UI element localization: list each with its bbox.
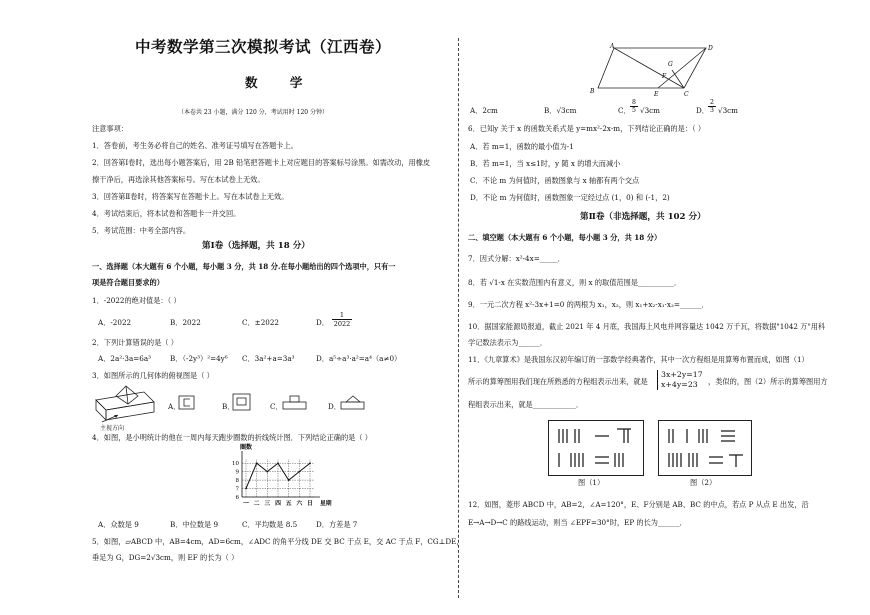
q11-rod-figure-1	[548, 420, 644, 476]
notice-heading: 注意事项：	[92, 124, 128, 133]
chart-y-tick-label: 8	[235, 478, 239, 485]
q3-option-d: D．	[328, 402, 341, 411]
q5-label-c: C	[684, 91, 689, 98]
q3-option-c-figure	[282, 394, 308, 410]
q11-line2a: 所示的算筹图用我们现在所熟悉的方程组表示出来，就是	[468, 377, 648, 386]
q11-line2b: ，类似的，图（2）所示的算筹图用方	[708, 377, 828, 386]
q12-line2: E→A→D→C 的路线运动，则当 ∠EPF=30°时，EP 的长为______．	[468, 518, 687, 527]
chart-y-label: 圈数	[240, 444, 253, 451]
q3-option-a: A．	[168, 402, 181, 411]
q5-line2: 垂足为 G，DG=2√3cm，则 EF 的长为（ ）	[92, 553, 239, 562]
q5-line1: 5．如图，▱ABCD 中，AB=4cm，AD=6cm，∠ADC 的角平分线 DE 交 BC 于点 E，交 AC 于点 F，CG⊥DE，	[92, 537, 464, 546]
q4-option-d: D．方差是 7	[316, 520, 358, 529]
left-column	[70, 0, 464, 615]
q6-option-c: C．不论 m 为何值时，函数图象与 x 轴都有两个交点	[470, 176, 640, 185]
q8-text: 8．若 √1-x 在实数范围内有意义，则 x 的取值范围是__________．	[468, 278, 682, 287]
chart-x-tick-label: 一	[243, 501, 249, 507]
chart-y-tick-label: 7	[235, 486, 239, 493]
chart-point	[277, 462, 279, 464]
q4-option-a: A．众数是 9	[98, 520, 139, 529]
q3-option-d-figure	[340, 394, 366, 410]
q5-option-d: D．	[696, 106, 709, 115]
chart-x-label: 星期	[320, 501, 332, 507]
part1-heading: 第Ⅰ卷（选择题，共 18 分）	[202, 241, 310, 251]
q5-label-d: D	[708, 45, 713, 52]
q1-option-b: B．2022	[170, 318, 201, 327]
q11-equation-system: 3x+2y=17 x+4y=23	[657, 370, 703, 390]
q2-option-c: C．3a²+a=3a³	[242, 354, 295, 363]
q11-line3: 程组表示出来，就是____________．	[468, 400, 584, 409]
q6-option-a: A．若 m=1，函数的最小值为-1	[470, 142, 574, 151]
exam-info: （本卷共 23 小题，满分 120 分，考试用时 120 分钟）	[178, 109, 328, 116]
notice-item: 2．回答第Ⅰ卷时，选出每小题答案后，用 2B 铅笔把答题卡上对应题目的答案标号涂黑。如需改动，用橡皮	[92, 158, 431, 167]
q12-line1: 12．如图，菱形 ABCD 中，AB=2，∠A=120°，E、F分别是 AB、BC 的中点，若点 P 从点 E 出发，沿	[468, 500, 809, 509]
q5-label-b: B	[590, 88, 595, 95]
q3-view-label: 主视方向	[100, 425, 125, 432]
q7-text: 7．因式分解：x²-4x=_____．	[468, 254, 565, 263]
q3-option-b-figure	[232, 393, 252, 411]
q9-text: 9．一元二次方程 x²-3x+1=0 的两根为 x₁，x₂，则 x₁+x₂-x₁·x₂=______．	[468, 300, 709, 309]
notice-item: 1．答卷前，考生务必将自己的姓名、准考证号填写在答题卡上。	[92, 141, 298, 150]
q2-stem: 2．下列计算错误的是（ ）	[92, 338, 178, 347]
chart-x-tick-label: 五	[285, 501, 292, 507]
q11-figure1-label: 图（1）	[578, 478, 605, 487]
q1-option-d: D．	[316, 318, 329, 327]
subject-title: 数 学	[245, 75, 317, 90]
notice-item: 4．考试结束后，将本试卷和答题卡一并交回。	[92, 209, 241, 218]
q10-line2: 学记数法表示为______．	[468, 338, 548, 347]
q6-stem: 6．已知y 关于 x 的函数关系式是 y=mx²-2x-m，下列结论正确的是：（ ）	[468, 124, 706, 133]
chart-x-tick-label: 四	[275, 501, 281, 507]
q3-solid-figure	[94, 382, 164, 424]
q3-option-a-figure	[178, 395, 196, 411]
part2-heading: 第Ⅱ卷（非选择题，共 102 分）	[580, 212, 706, 222]
q2-option-d: D．a⁵÷a³·a²=a⁴（a≠0）	[316, 354, 402, 363]
q5-label-g: G	[668, 61, 673, 68]
q1-option-c: C．±2022	[242, 318, 280, 327]
q5-option-d-fraction: 2 3	[708, 99, 716, 114]
q5-label-f: F	[662, 73, 667, 80]
q2-option-a: A．2a²·3a=6a³	[98, 354, 152, 363]
q6-option-d: D．不论 m 为何值时，函数图象一定经过点 (1，0) 和 (-1，2)	[470, 193, 670, 202]
q4-option-b: B．中位数是 9	[170, 520, 219, 529]
exam-title: 中考数学第三次模拟考试（江西卷）	[135, 37, 392, 56]
q1-option-a: A．-2022	[98, 318, 132, 327]
q3-option-b: B．	[222, 402, 235, 411]
q1-stem: 1．-2022的绝对值是：（ ）	[92, 296, 181, 305]
chart-point	[266, 471, 268, 473]
q5-option-c: C．	[618, 106, 631, 115]
chart-x-tick-label: 六	[296, 501, 303, 507]
q10-line1: 10．据国家能源局报道，截止 2021 年 4 月底，我国海上风电并网容量达 1042 万千瓦，将数据"1042 万"用科	[468, 322, 826, 331]
q1-fraction: 1 2022	[333, 311, 351, 328]
q5-option-b: B．√3cm	[544, 106, 577, 115]
notice-item: 5．考试范围：中考全部内容。	[92, 226, 191, 235]
q2-option-b: B．（-2y³）²=4y⁶	[170, 354, 228, 363]
notice-item: 擦干净后，再选涂其他答案标号。写在本试卷上无效。	[92, 175, 265, 184]
q6-option-b: B．若 m=1，当 x≤1时，y 随 x 的增大而减小	[470, 159, 621, 168]
chart-y-tick-label: 6	[235, 495, 239, 501]
q11-figure2-label: 图（2）	[690, 478, 717, 487]
chart-y-tick-label: 10	[232, 461, 239, 468]
q3-option-c: C．	[270, 402, 283, 411]
q11-rod-figure-2	[658, 420, 752, 476]
q5-label-a: A	[610, 43, 615, 50]
q5-option-c-fraction: 8 5	[630, 99, 638, 114]
chart-y-tick-label: 9	[235, 469, 239, 476]
q3-stem: 3．如图所示的几何体的俯视图是（ ）	[92, 371, 214, 380]
chart-x-tick-label: 日	[307, 501, 313, 507]
chart-point	[288, 479, 290, 481]
right-column	[468, 0, 840, 615]
q11-line1: 11．《九章算术》是我国东汉初年编订的一部数学经典著作，其中一次方程组是用算筹布置而成，如图（1）	[468, 355, 809, 364]
part1-instruction: 项是符合题目要求的）	[92, 278, 164, 287]
q4-line-chart	[220, 445, 340, 513]
q5-option-c-tail: √3cm	[640, 106, 660, 115]
q4-stem: 4．如图，是小明统计的他在一周内每天跑步圈数的折线统计图．下列结论正确的是（ ）	[92, 433, 372, 442]
q5-option-a: A．2cm	[470, 106, 498, 115]
chart-x-tick-label: 二	[253, 501, 260, 507]
chart-x-tick-label: 三	[264, 501, 271, 507]
chart-point	[256, 462, 258, 464]
chart-point	[298, 471, 300, 473]
column-divider	[458, 38, 459, 598]
q5-option-d-tail: √3cm	[718, 106, 738, 115]
q4-option-c: C．平均数是 8.5	[242, 520, 298, 529]
notice-item: 3．回答第Ⅱ卷时，将答案写在答题卡上。写在本试卷上无效。	[92, 192, 289, 201]
q5-label-e: E	[654, 91, 659, 98]
part2-instruction: 二、填空题（本大题有 6 个小题，每小题 3 分，共 18 分）	[468, 233, 662, 242]
chart-point	[309, 462, 311, 464]
q5-parallelogram-figure	[590, 43, 718, 98]
chart-point	[245, 488, 247, 490]
part1-instruction: 一、选择题（本大题有 6 个小题，每小题 3 分，共 18 分.在每小题给出的四个选项中，只有一	[92, 262, 396, 271]
